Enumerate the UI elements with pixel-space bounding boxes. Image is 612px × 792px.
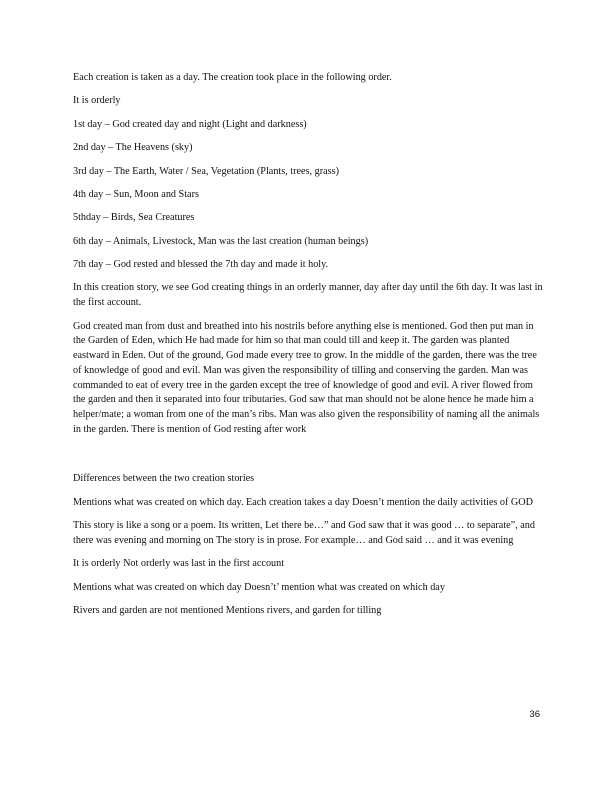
paragraph-day-5: 5thday – Birds, Sea Creatures [73,212,195,224]
paragraph-intro: Each creation is taken as a day. The creation took place in the following order. [73,72,392,83]
paragraph-day-2: 2nd day – The Heavens (sky) [73,142,193,154]
paragraph-difference-2: This story is like a song or a poem. Its written, Let there be…” and God saw that it was good … to separate”, and there was evening and morning on The story is in prose. For example… and God said … and it was evening [73,520,535,546]
paragraph-day-7: 7th day – God rested and blessed the 7th day and made it holy. [73,259,329,270]
paragraph-day-1: 1st day – God created day and night (Light and darkness) [73,118,307,130]
page-body [73,71,543,627]
paragraph-day-3: 3rd day – The Earth, Water / Sea, Vegetation (Plants, trees, grass) [73,165,339,177]
paragraph-creation-story-summary: In this creation story, we see God creating things in an orderly manner, day after day until the 6th day. It was last in the first account. [73,282,543,309]
page-number: 36 [529,709,540,720]
paragraph-second-account: God created man from dust and breathed into his nostrils before anything else is mentioned. God then put man in the Garden of Eden, which He had made for him so that man could till and keep it. The garden was planted eastward in Eden. Out of the ground, God made every tree to grow. In the middle of the garden, there was the tree of knowledge of good and evil. Man was given the responsibility of tilling and conserving the garden. Man was commanded to eat of every tree in the garden except the tree of knowledge of good and evil. A river flowed from the garden and then it separated into four tributaries. God saw that man should not be alone hence he made him a helper/mate; a woman from one of the man’s ribs. Man was also given the responsibility of naming all the animals in the garden. There is mention of God resting after work [73,320,540,435]
paragraph-difference-3: It is orderly Not orderly was last in the first account [73,558,285,570]
paragraph-day-4: 4th day – Sun, Moon and Stars [73,188,199,200]
paragraph-differences-heading: Differences between the two creation stories [73,473,255,485]
section-spacer [73,446,543,472]
paragraph-orderly: It is orderly [73,95,121,107]
paragraph-difference-4: Mentions what was created on which day Doesn’t’ mention what was created on which day [73,581,445,593]
paragraph-difference-1: Mentions what was created on which day. Each creation takes a day Doesn’t mention the daily activities of GOD [73,496,533,508]
paragraph-day-6: 6th day – Animals, Livestock, Man was the last creation (human beings) [73,235,369,247]
paragraph-difference-5: Rivers and garden are not mentioned Mentions rivers, and garden for tilling [73,605,382,617]
